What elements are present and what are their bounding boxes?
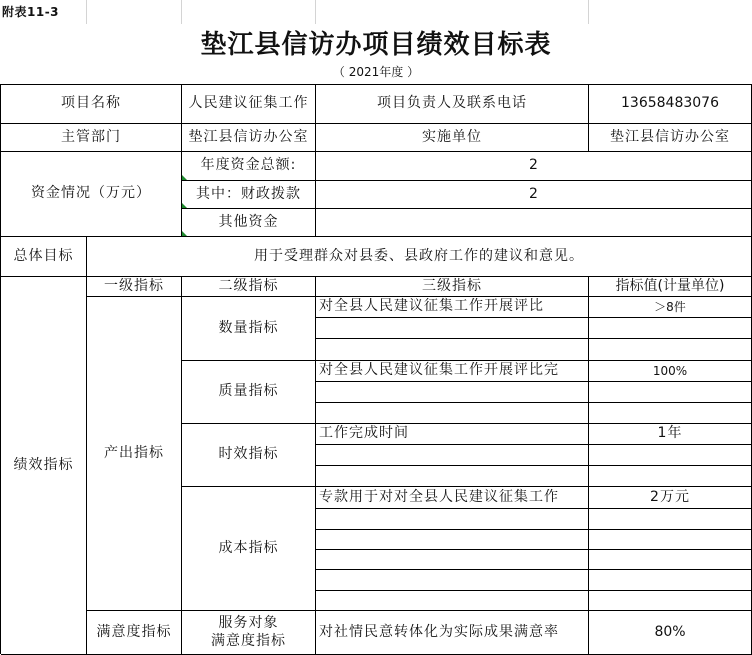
empty-cell [316,550,589,570]
empty-cell [316,591,589,611]
empty-cell [589,530,752,550]
impl-value: 垫江县信访办公室 [589,124,752,152]
header-l1: 一级指标 [87,277,182,297]
header-l2: 二级指标 [182,277,316,297]
funds-other-value [316,209,752,237]
project-name-value: 人民建议征集工作 [182,85,316,124]
empty-cell [316,339,589,361]
empty-cell [589,591,752,611]
empty-cell [589,570,752,591]
perf-label: 绩效指标 [1,277,87,655]
satisfaction-item: 对社情民意转体化为实际成果满意率 [316,611,589,655]
empty-cell [589,445,752,466]
service-label-line2: 满意度指标 [211,632,286,649]
sheet-label: 附表11-3 [2,5,60,19]
funds-label: 资金情况（万元） [1,152,182,237]
header-l3: 三级指标 [316,277,589,297]
empty-cell [589,550,752,570]
header-value: 指标值(计量单位) [589,277,752,297]
empty-cell [316,382,589,403]
quantity-item: 对全县人民建议征集工作开展评比 [316,297,589,318]
empty-cell [589,509,752,530]
overall-goal-label: 总体目标 [1,237,87,277]
empty-cell [589,318,752,339]
empty-cell [316,318,589,339]
contact-label: 项目负责人及联系电话 [316,85,589,124]
funds-fiscal-value: 2 [316,181,752,209]
project-name-label: 项目名称 [1,85,182,124]
empty-cell [316,445,589,466]
quality-item: 对全县人民建议征集工作开展评比完 [316,361,589,382]
cost-item: 专款用于对对全县人民建议征集工作 [316,487,589,509]
page-title: 垫江县信访办项目绩效目标表 [200,30,552,60]
impl-label: 实施单位 [316,124,589,152]
empty-cell [589,466,752,487]
year-label: （ 2021年度 ） [332,65,420,79]
empty-cell [589,382,752,403]
service-label-line1: 服务对象 [218,615,279,631]
time-value: 1年 [589,424,752,445]
empty-cell [316,466,589,487]
grid-divider [315,0,316,24]
dept-value: 垫江县信访办公室 [182,124,316,152]
overall-goal-value: 用于受理群众对县委、县政府工作的建议和意见。 [87,237,752,277]
empty-cell [589,339,752,361]
empty-cell [316,403,589,424]
satisfaction-label: 满意度指标 [87,611,182,655]
funds-total-label: 年度资金总额: [182,152,316,181]
time-item: 工作完成时间 [316,424,589,445]
grid-divider [86,0,87,24]
empty-cell [316,570,589,591]
funds-total-value: 2 [316,152,752,181]
grid-divider [588,0,589,24]
cost-value: 2万元 [589,487,752,509]
funds-other-label: 其他资金 [182,209,316,237]
time-label: 时效指标 [182,424,316,487]
grid-divider [181,0,182,24]
quantity-value: ＞8件 [589,297,752,318]
cost-label: 成本指标 [182,487,316,611]
output-label: 产出指标 [87,297,182,611]
empty-cell [316,509,589,530]
empty-cell [589,403,752,424]
empty-cell [316,530,589,550]
quantity-label: 数量指标 [182,297,316,361]
satisfaction-value: 80% [589,611,752,655]
quality-value: 100% [589,361,752,382]
contact-phone: 13658483076 [589,85,752,124]
quality-label: 质量指标 [182,361,316,424]
service-satisfaction-label [182,611,316,655]
performance-table [0,84,752,654]
dept-label: 主管部门 [1,124,182,152]
funds-fiscal-label: 其中：财政拨款 [182,181,316,209]
